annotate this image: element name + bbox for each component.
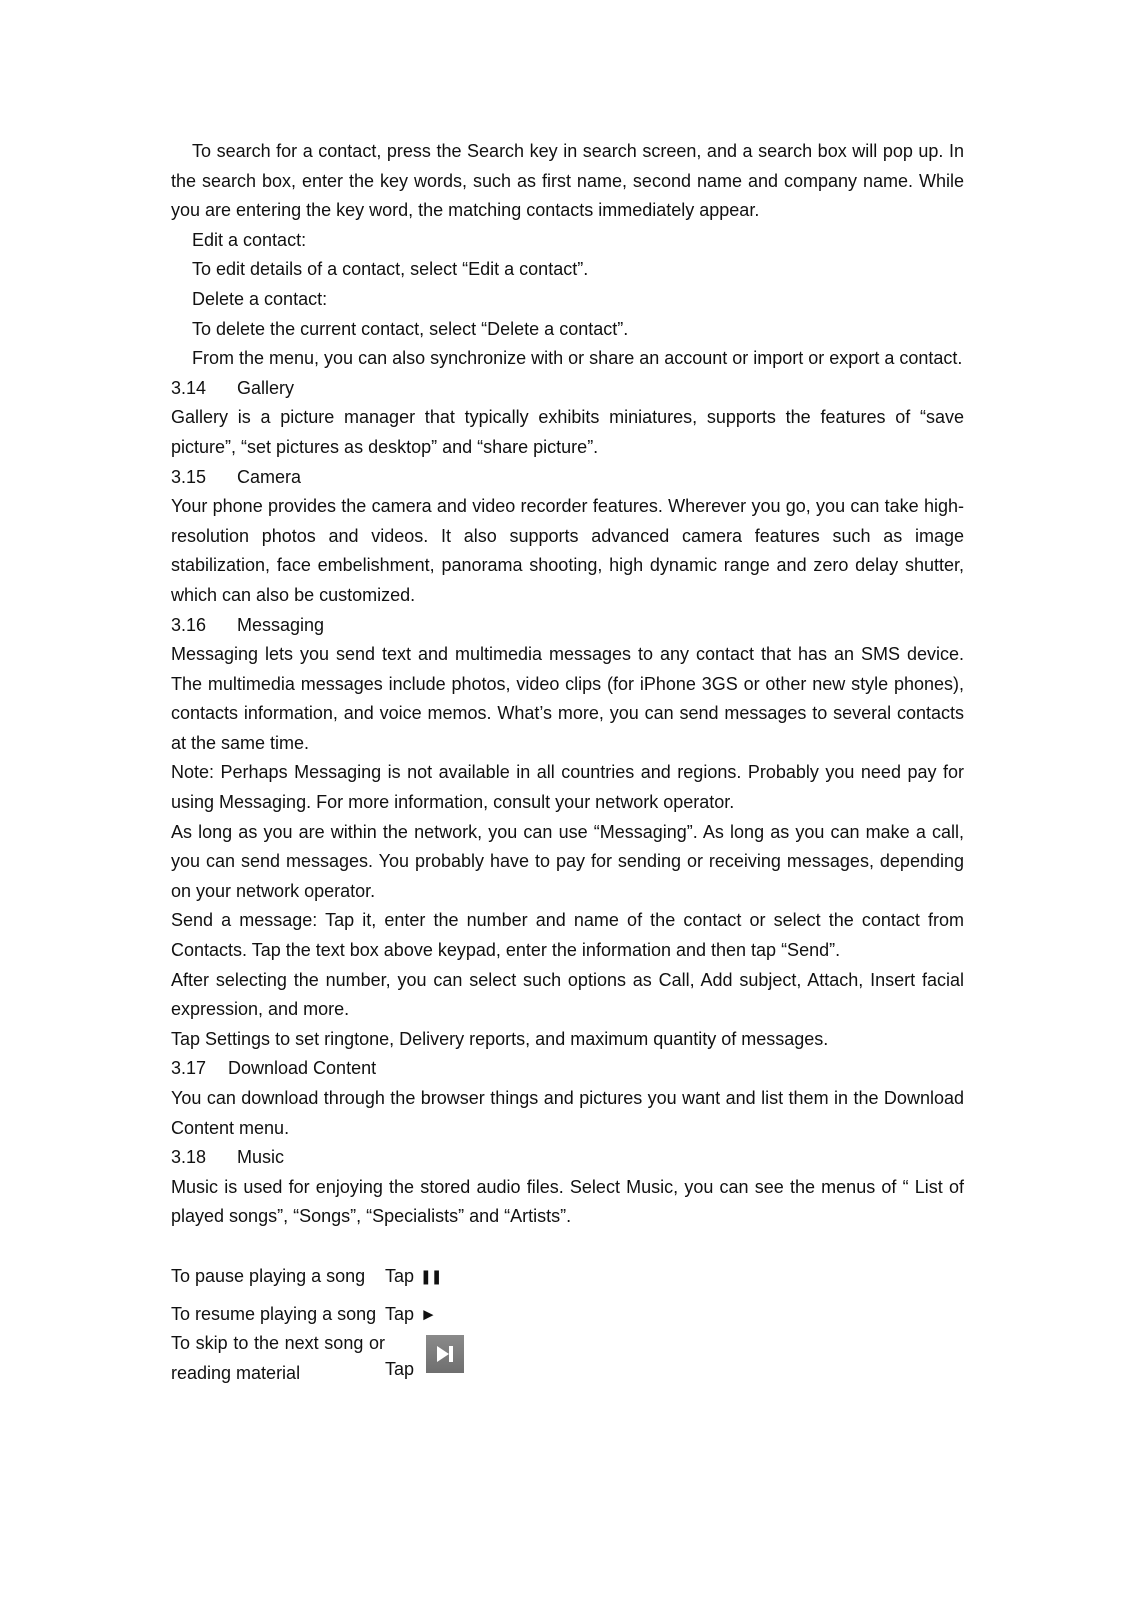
table-row [171,1329,471,1388]
paragraph-menu-sync: From the menu, you can also synchronize with or share an account or import or export a contact. [192,348,963,369]
section-title: Music [237,1147,285,1168]
section-title: Messaging [237,614,325,635]
table-row [171,1262,471,1300]
section-number: 3.17 [171,1058,207,1079]
skip-next-icon [426,1335,464,1373]
paragraph-gallery: Gallery is a picture manager that typically exhibits miniatures, supports the features of “save picture”, “set pictures as desktop” and “share picture”. [171,407,964,457]
section-number: 3.18 [171,1147,207,1168]
section-heading-music [171,1143,964,1173]
paragraph-delete-contact-label: Delete a contact: [192,288,328,309]
paragraph-messaging-settings: Tap Settings to set ringtone, Delivery reports, and maximum quantity of messages. [171,1028,829,1049]
paragraph-edit-contact: To edit details of a contact, select “Edit a contact”. [192,259,589,280]
paragraph-camera: Your phone provides the camera and video recorder features. Wherever you go, you can take high-resolution photos and videos. It also supports advanced camera features such as image stabilization, face embelishment, panorama shooting, high dynamic range and zero delay shutter, which can also be customized. [171,496,964,605]
section-number: 3.16 [171,614,207,635]
section-heading-camera [171,463,964,493]
section-heading-gallery [171,374,964,404]
control-description: To resume playing a song [171,1303,377,1324]
skip-cell [385,1329,471,1388]
paragraph-edit-contact-label: Edit a contact: [192,229,307,250]
paragraph-messaging-note: Note: Perhaps Messaging is not available in all countries and regions. Probably you need pay for using Messaging. For more information, consult your network operator. [171,762,964,813]
section-title: Camera [237,466,302,487]
paragraph-messaging-network: As long as you are within the network, you can use “Messaging”. As long as you can make a call, you can send messages. You probably have to pay for sending or receiving messages, depending on your network operator. [171,821,964,901]
control-action [385,1300,471,1330]
table-row [171,1300,471,1330]
control-description: To pause playing a song [171,1265,366,1286]
paragraph-delete-contact: To delete the current contact, select “Delete a contact”. [192,318,629,339]
paragraph-search-contact: To search for a contact, press the Search key in search screen, and a search box will pop up. In the search box, enter the key words, such as first name, second name and company name. While you are entering the key word, the matching contacts immediately appear. [171,141,964,221]
tap-label: Tap [385,1358,415,1379]
paragraph-messaging-options: After selecting the number, you can select such options as Call, Add subject, Attach, Insert facial expression, and more. [171,969,964,1020]
section-number: 3.15 [171,466,207,487]
section-title: Gallery [237,377,295,398]
play-icon: ► [420,1304,437,1324]
section-number: 3.14 [171,377,207,398]
control-action [385,1262,471,1300]
section-title: Download Content [228,1058,377,1079]
music-controls-table [171,1262,471,1388]
section-heading-messaging [171,611,964,641]
pause-icon: ❚❚ [420,1267,442,1284]
paragraph-download: You can download through the browser things and pictures you want and list them in the Download Content menu. [171,1088,964,1138]
control-action [385,1329,471,1388]
paragraph-messaging-send: Send a message: Tap it, enter the number and name of the contact or select the contact from Contacts. Tap the text box above keypad, enter the information and then tap “Send”. [171,910,964,961]
section-heading-download [171,1054,964,1084]
paragraph-messaging-intro: Messaging lets you send text and multimedia messages to any contact that has an SMS device. The multimedia messages include photos, video clips (for iPhone 3GS or other new style phones), contacts information, and voice memos. What’s more, you can send messages to several contacts at the same time. [171,644,964,753]
tap-label: Tap [385,1265,415,1286]
control-description: To skip to the next song or reading material [171,1333,385,1383]
tap-label: Tap [385,1303,415,1324]
document-page [171,137,964,1388]
skip-next-glyph [435,1344,455,1364]
paragraph-music: Music is used for enjoying the stored audio files. Select Music, you can see the menus of “ List of played songs”, “Songs”, “Specialists” and “Artists”. [171,1176,964,1227]
